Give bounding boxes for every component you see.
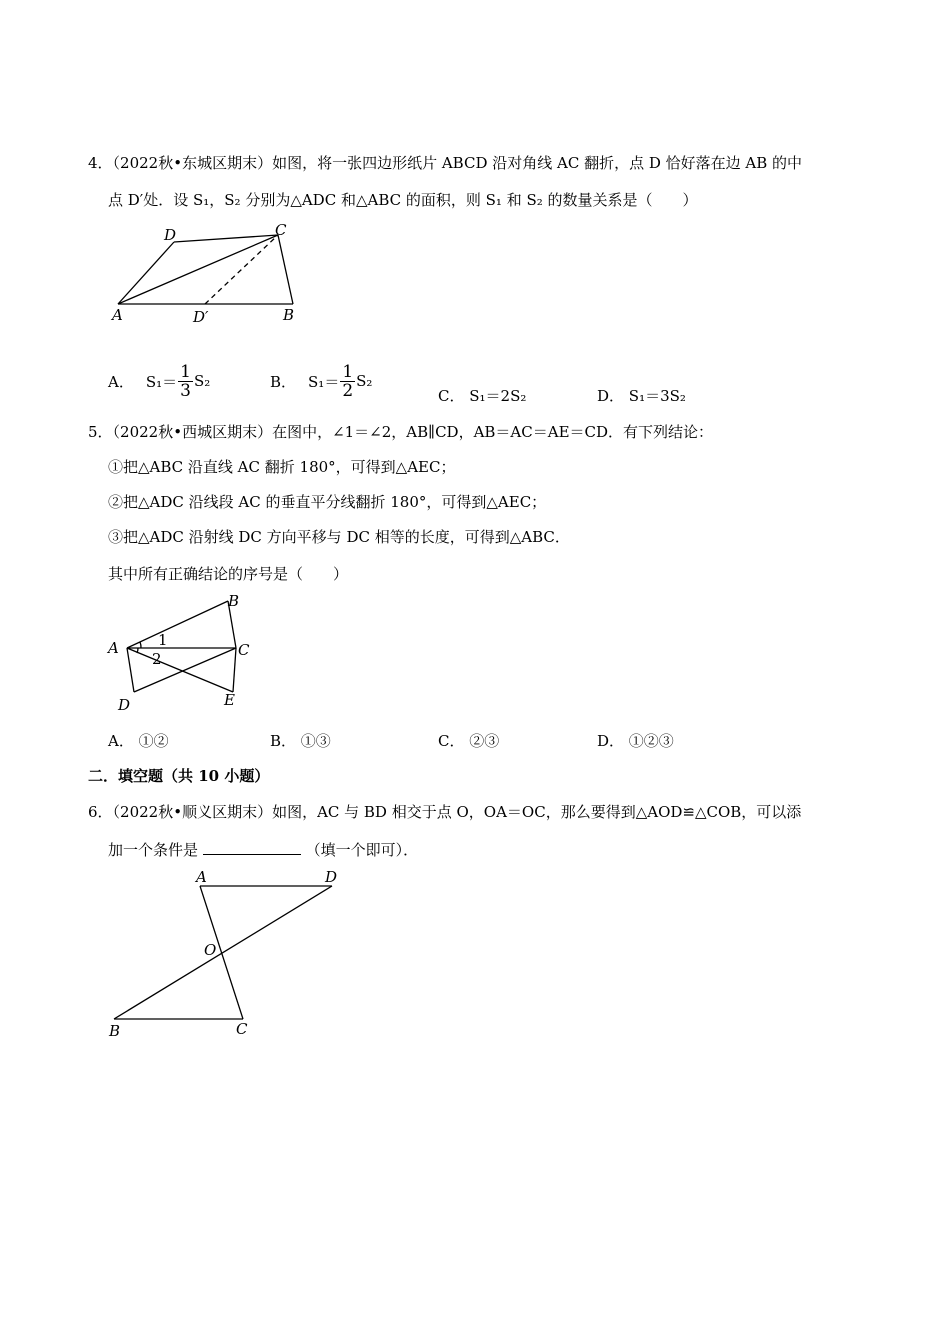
q5-label-b: B [228,592,240,610]
q5-edge-ad [127,648,134,692]
q5-label-angle-1: 1 [158,631,168,649]
q4-edge-cb [278,235,293,304]
q4-option-a-lhs: S₁＝ [145,372,178,391]
q4-label-c: C [275,221,287,239]
q4-option-a-denominator: 3 [180,380,191,401]
q6-edge-bd [114,886,332,1019]
q4-option-a[interactable] [108,358,210,404]
q5-option-c[interactable]: C． ②③ [438,732,500,750]
q4-label-d: D [164,226,177,244]
q4-option-b[interactable] [270,358,372,404]
q5-option-a[interactable]: A． ①② [108,732,169,750]
q4-figure [100,218,310,330]
q5-edge-ce [233,648,236,692]
q5-statement-2: ②把△ADC 沿线段 AC 的垂直平分线翻折 180°，可得到△AEC； [108,493,547,511]
q6-label-o: O [204,941,217,959]
q6-text-line2-start: 加一个条件是 [108,841,199,859]
q4-diagonal-ac [118,235,278,304]
q4-option-a-rhs: S₂ [193,372,211,390]
q4-option-a-numerator: 1 [180,361,191,382]
q4-label-dprime: D′ [193,308,209,326]
q6-text-line2-end: （填一个即可）． [305,841,419,859]
q6-label-a: A [196,868,207,886]
q6-text-line2 [108,840,418,860]
q6-text-line1: 6．（2022秋•顺义区期末）如图，AC 与 BD 相交于点 O，OA＝OC，那么要得到△AOD≌△COB，可以添 [88,803,802,821]
q6-label-d: D [325,868,338,886]
q4-label-b: B [283,306,295,324]
q4-option-a-label: A． [108,372,134,391]
q4-option-c[interactable]: C． S₁＝2S₂ [438,387,527,405]
q5-label-e: E [224,691,235,709]
section-2-title: 二．填空题（共 10 小题） [88,767,270,785]
q4-option-b-lhs: S₁＝ [308,372,340,391]
q5-option-b[interactable]: B． ①③ [270,732,331,750]
q5-question: 其中所有正确结论的序号是（ ） [108,565,349,583]
q6-answer-blank[interactable] [203,840,301,855]
q4-option-a-fraction [178,363,193,400]
q5-edge-ab [127,601,228,648]
q4-option-b-numerator: 1 [342,361,354,382]
q5-statement-1: ①把△ABC 沿直线 AC 翻折 180°，可得到△AEC； [108,458,456,476]
q5-angle-2-arc [137,648,138,653]
q4-text-line1: 4．（2022秋•东城区期末）如图，将一张四边形纸片 ABCD 沿对角线 AC 翻折，点 D 恰好落在边 AB 的中 [88,154,803,172]
q5-text-line1: 5．（2022秋•西城区期末）在图中，∠1＝∠2，AB∥CD，AB＝AC＝AE＝CD．有下列结论： [88,423,714,441]
q5-label-c: C [238,641,250,659]
q4-option-b-label: B． [270,372,297,391]
q5-angle-1-arc [140,642,141,648]
q5-label-d: D [118,696,131,714]
q4-option-b-fraction [340,363,355,400]
q5-figure [100,588,270,718]
q4-label-a: A [112,306,123,324]
q4-option-d[interactable]: D． S₁＝3S₂ [597,387,686,405]
q5-edge-dc [134,648,236,692]
q5-edge-ae [127,648,233,692]
q4-option-b-denominator: 2 [342,380,354,401]
q4-option-b-rhs: S₂ [356,372,373,390]
q6-figure [100,866,350,1046]
q5-label-angle-2: 2 [152,650,162,668]
q5-statement-3: ③把△ADC 沿射线 DC 方向平移与 DC 相等的长度，可得到△ABC． [108,528,570,546]
q4-edge-dc [174,235,278,242]
q5-label-a: A [108,639,119,657]
q4-fold-line-dpc [205,235,278,304]
q6-label-c: C [236,1020,248,1038]
q6-label-b: B [109,1022,121,1040]
q5-option-d[interactable]: D． ①②③ [597,732,674,750]
q4-edge-ad [118,242,174,304]
q4-text-line2: 点 D′处．设 S₁，S₂ 分别为△ADC 和△ABC 的面积，则 S₁ 和 S₂ 的数量关系是（ ） [108,191,698,209]
